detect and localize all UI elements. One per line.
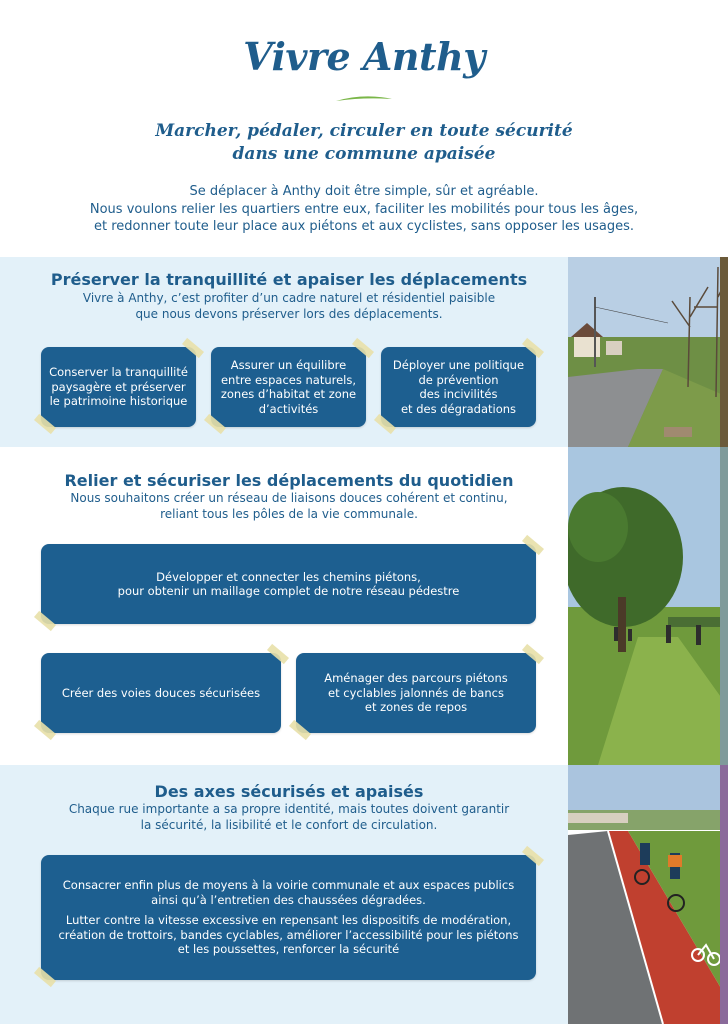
section-description [0,801,578,833]
card-line: Lutter contre la vitesse excessive en repensant les dispositifs de modération, [65,913,512,928]
card-line: paysagère et préserver [51,379,186,394]
section-description [0,290,578,322]
card-line: pour obtenir un maillage complet de notre réseau pédestre [117,584,460,598]
page-subtitle [0,120,728,166]
card-paragraph [58,913,518,957]
section-title: Relier et sécuriser les déplacements du quotidien [64,471,514,490]
section-axes [0,765,568,1024]
card-line: Consacrer enfin plus de moyens à la voirie communale et aux espaces publics [62,878,515,893]
card-line: entre espaces naturels, [220,372,357,387]
section-title: Préserver la tranquillité et apaiser les déplacements [50,270,528,289]
intro-line: et redonner toute leur place aux piétons et aux cyclistes, sans opposer les usages. [93,219,635,234]
card-chemins-pietons [41,544,536,624]
card-line: et cyclables jalonnés de bancs [328,685,504,700]
card-prevention [381,347,536,427]
card-parcours [296,653,536,733]
card-line: Créer des voies douces sécurisées [61,685,261,700]
desc-line: Chaque rue importante a sa propre identité, mais toutes doivent garantir [68,802,510,816]
swoosh-decoration [334,93,394,105]
intro-line: Nous voulons relier les quartiers entre eux, faciliter les mobilités pour tous les âges, [89,201,639,217]
photo-village-road [568,257,728,447]
section-relier [0,447,568,765]
card-paragraph [63,878,514,907]
card-equilibre [211,347,366,427]
desc-line: Nous souhaitons créer un réseau de liaisons douces cohérent et continu, [70,491,508,505]
subtitle-line: dans une commune apaisée [232,144,496,164]
card-voirie [41,855,536,980]
card-line: et des dégradations [400,401,517,416]
card-line: zones d’habitat et zone [220,387,357,401]
card-line: et les poussettes, renforcer la sécurité [177,942,400,957]
section-description [0,490,578,522]
card-line: d’activités [258,401,319,416]
card-voies-douces [41,653,281,733]
card-paysage [41,347,196,427]
card-line: Assurer un équilibre [230,358,347,372]
desc-line: que nous devons préserver lors des déplacements. [135,307,443,321]
desc-line: Vivre à Anthy, c’est profiter d’un cadre naturel et résidentiel paisible [82,291,496,305]
card-line: des incivilités [419,387,498,401]
desc-line: la sécurité, la lisibilité et le confort de circulation. [140,818,438,832]
section-title: Des axes sécurisés et apaisés [154,782,424,801]
intro-text [0,183,728,236]
card-line: le patrimoine historique [49,394,188,409]
photo-bike-lane [568,765,728,1024]
intro-line: Se déplacer à Anthy doit être simple, sûr et agréable. [189,184,539,199]
photo-walking-path [568,447,728,765]
card-line: Conserver la tranquillité [49,365,188,380]
card-line: de prévention [418,372,499,387]
card-line: Aménager des parcours piétons [324,671,508,686]
card-line: ainsi qu’à l’entretien des chaussées dégradées. [151,892,426,907]
card-line: création de trottoirs, bandes cyclables, améliorer l’accessibilité pour les piétons [58,927,519,942]
subtitle-line: Marcher, pédaler, circuler en toute sécurité [155,121,573,141]
card-line: Développer et connecter les chemins piétons, [156,569,421,584]
brand-title: Vivre Anthy [243,34,485,79]
card-line: et zones de repos [364,700,468,715]
desc-line: reliant tous les pôles de la vie communale. [160,507,418,521]
page-header [0,0,728,257]
section-tranquillite [0,257,568,447]
card-line: Déployer une politique [392,358,525,372]
